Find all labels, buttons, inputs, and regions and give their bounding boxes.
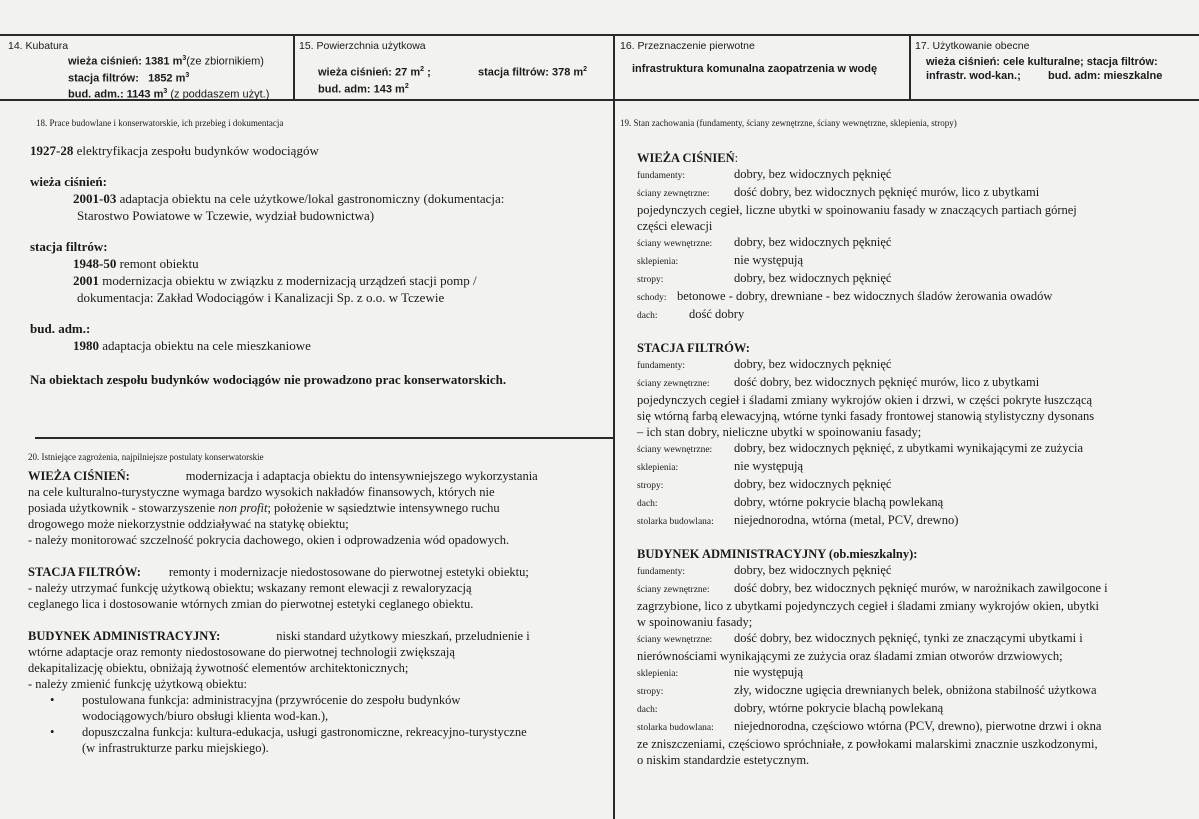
state-colon: :: [734, 151, 739, 165]
state-label: ściany wewnętrzne:: [637, 445, 713, 455]
field-16-value: infrastruktura komunalna zaopatrzenia w wodę: [632, 63, 878, 75]
pow-stacja-name: stacja filtrów:: [478, 66, 549, 79]
unit-sup: 3: [185, 71, 190, 79]
threat-budynek-head: BUDYNEK ADMINISTRACYJNY:: [28, 629, 221, 643]
work-stacja-entry2-cont: dokumentacja: Zakład Wodociągów i Kanalizacji Sp. z o.o. w Tczewie: [77, 290, 445, 305]
unit-sup: 2: [583, 66, 588, 73]
bullet-text: wodociągowych/biuro obsługi klienta wod-kan.),: [82, 709, 329, 723]
field-18: [30, 118, 610, 388]
state-value: dobry, bez widocznych pęknięć: [734, 357, 892, 371]
threat-text: - należy monitorować szczelność pokrycia dachowego, okien i odprowadzenia wód opadowych.: [28, 533, 510, 547]
work-stacja-entry2: [73, 272, 610, 289]
field-17-label: 17. Użytkowanie obecne: [915, 40, 1030, 52]
uzytkowanie-line1: wieża ciśnień: cele kulturalne; stacja filtrów:: [926, 56, 1158, 68]
pow-stacja-value: 378 m: [551, 66, 584, 79]
state-value: zagrzybione, lico z ubytkami pojedynczych cegieł i śladami zmiany wykrojów okien, ubytki: [637, 599, 1100, 613]
bullet-text: dopuszczalna funkcja: kultura-edukacja, usługi gastronomiczne, rekreacyjno-turystyczne: [82, 725, 527, 739]
threat-text: dekapitalizację obiektu, obniżają żywotność elementów architektonicznych;: [28, 661, 409, 675]
pow-sep: ;: [427, 66, 431, 79]
threat-text: wtórne adaptacje oraz remonty niedostosowane do pierwotnej technologii zwiększają: [28, 645, 455, 659]
work-text: adaptacja obiektu na cele mieszkaniowe: [99, 338, 311, 353]
state-value: dość dobry, bez widocznych pęknięć, tynki ze znaczącymi ubytkami i: [734, 631, 1083, 645]
work-year: 1948-50: [73, 256, 117, 271]
pow-wieza-name: wieża ciśnień:: [318, 66, 392, 79]
uzytkowanie-line2a: infrastr. wod-kan.;: [926, 70, 1021, 82]
state-value: dość dobry, bez widocznych pęknięć murów, lico z ubytkami: [734, 375, 1040, 389]
state-label: dach:: [637, 499, 658, 509]
threat-wieza-head: WIEŻA CIŚNIEŃ:: [28, 469, 130, 483]
state-value: części elewacji: [637, 219, 713, 233]
pow-bud-name: bud. adm:: [318, 83, 371, 96]
work-text: remont obiektu: [116, 256, 199, 271]
pow-wieza-value: 27 m: [395, 66, 421, 79]
threat-text: na cele kulturalno-turystyczne wymaga bardzo wysokich nakładów finansowych, których nie: [28, 485, 495, 499]
work-wieza-entry-cont: Starostwo Powiatowe w Tczewie, wydział budownictwa): [77, 208, 375, 223]
work-stacja-entry1: [73, 255, 610, 272]
state-value: nie występują: [734, 459, 804, 473]
work-text: elektryfikacja zespołu budynków wodociągów: [73, 143, 319, 158]
work-year: 1927-28: [30, 143, 74, 158]
state-value: dobry, bez widocznych pęknięć: [734, 477, 892, 491]
state-label: fundamenty:: [637, 171, 686, 181]
unit-sup: 2: [404, 82, 409, 90]
state-label: ściany wewnętrzne:: [637, 635, 713, 645]
state-value: – ich stan dobry, nieliczne ubytki w spoinowaniu fasady;: [637, 425, 922, 439]
state-value: pojedynczych cegieł i śladami zmiany wykrojów okien i drzwi, w części pokryte łuszczącą: [637, 393, 1093, 407]
threat-budynek: [28, 628, 594, 756]
threat-text: - należy utrzymać funkcję użytkową obiektu; wskazany remont elewacji z rewaloryzacją: [28, 581, 472, 595]
work-bud-head: bud. adm.:: [30, 321, 91, 336]
uzytkowanie-line2b: bud. adm: mieszkalne: [1048, 70, 1163, 82]
unit-sup: 3: [163, 88, 168, 96]
state-label: dach:: [637, 311, 658, 321]
state-value: niejednorodna, częściowo wtórna (PCV, drewno), pierwotne drzwi i okna: [734, 719, 1102, 733]
state-label: stolarka budowlana:: [637, 723, 714, 733]
threat-text: ceglanego lica i dostosowanie wtórnych zmian do pierwotnej estetyki ceglanego obiektu.: [28, 597, 474, 611]
unit-sup: 3: [182, 55, 187, 62]
bullet-icon: •: [50, 693, 55, 707]
state-value: dobry, bez widocznych pęknięć: [734, 563, 892, 577]
divider-16-17: [909, 34, 911, 100]
threat-text: modernizacja i adaptacja obiektu do intensywniejszego wykorzystania: [185, 469, 538, 483]
state-budynek: [637, 546, 1190, 768]
threat-text: ; położenie w sąsiedztwie intensywnego ruchu: [267, 501, 500, 515]
field-14-label: 14. Kubatura: [8, 40, 69, 52]
state-value: zły, widoczne ugięcia drewnianych belek, obniżona stabilność użytkowa: [734, 683, 1097, 697]
divider-18-20: [35, 437, 614, 439]
state-value: nie występują: [734, 665, 804, 679]
work-bud-entry: [73, 337, 610, 354]
kubatura-stacja-value: 1852 m: [148, 72, 186, 85]
work-stacja-head: stacja filtrów:: [30, 239, 108, 254]
state-label: sklepienia:: [637, 669, 679, 679]
state-label: ściany wewnętrzne:: [637, 239, 713, 249]
state-label: fundamenty:: [637, 567, 686, 577]
threat-text: niski standard użytkowy mieszkań, przeludnienie i: [276, 629, 530, 643]
state-label: ściany zewnętrzne:: [637, 585, 710, 595]
state-value: o niskim standardzie estetycznym.: [637, 753, 810, 767]
threat-text: posiada użytkownik - stowarzyszenie: [28, 501, 219, 515]
state-budynek-head: BUDYNEK ADMINISTRACYJNY (ob.mieszkalny):: [637, 547, 918, 561]
state-value: betonowe - dobry, drewniane - bez widocznych śladów żerowania owadów: [677, 289, 1053, 303]
field-18-label: 18. Prace budowlane i konserwatorskie, ich przebieg i dokumentacja: [36, 118, 284, 128]
kubatura-wieza-name: wieża ciśnień:: [68, 55, 142, 68]
kubatura-wieza-value: 1381 m: [145, 55, 183, 68]
state-value: dość dobry, bez widocznych pęknięć murów, w narożnikach zawilgocone i: [734, 581, 1108, 595]
bullet-text: postulowana funkcja: administracyjna (przywrócenie do zespołu budynków: [82, 693, 461, 707]
threat-wieza: [28, 468, 594, 548]
state-value: ze zniszczeniami, częściowo spróchniałe, z powłokami malarskimi znacznie uszkodzonymi,: [637, 737, 1098, 751]
state-label: ściany zewnętrzne:: [637, 379, 710, 389]
state-stacja: [637, 340, 1190, 530]
threat-text-italic: non profit: [218, 501, 268, 515]
state-value: w spoinowaniu fasady;: [637, 615, 753, 629]
field-19-label: 19. Stan zachowania (fundamenty, ściany zewnętrzne, ściany wewnętrzne, sklepienia, stropy): [620, 118, 957, 128]
bullet-item-1: [50, 692, 594, 724]
kubatura-bud-value: 1143 m: [126, 88, 164, 101]
work-final-note: Na obiektach zespołu budynków wodociągów nie prowadzono prac konserwatorskich.: [30, 372, 507, 387]
work-year: 2001-03: [73, 191, 117, 206]
state-label: stropy:: [637, 481, 664, 491]
bullet-item-2: [50, 724, 594, 756]
bullet-text: (w infrastrukturze parku miejskiego).: [82, 741, 269, 755]
state-stacja-head: STACJA FILTRÓW:: [637, 341, 750, 355]
field-15-values: [318, 63, 608, 96]
threat-stacja: [28, 564, 594, 612]
work-year: 1980: [73, 338, 99, 353]
kubatura-stacja-name: stacja filtrów:: [68, 72, 139, 85]
state-label: sklepienia:: [637, 463, 679, 473]
field-19: [620, 118, 1190, 768]
state-value: dość dobry: [689, 307, 745, 321]
state-value: nie występują: [734, 253, 804, 267]
state-value: dobry, wtórne pokrycie blachą powlekaną: [734, 495, 944, 509]
kubatura-bud-note: (z poddaszem użyt.): [170, 88, 270, 101]
top-border: [0, 34, 1199, 36]
state-label: schody:: [637, 293, 667, 303]
state-label: stolarka budowlana:: [637, 517, 714, 527]
work-text: modernizacja obiektu w związku z modernizacją urządzeń stacji pomp /: [99, 273, 477, 288]
threat-text: remonty i modernizacje niedostosowane do pierwotnej estetyki obiektu;: [168, 565, 529, 579]
field-20-label: 20. Istniejące zagrożenia, najpilniejsze postulaty konserwatorskie: [28, 452, 264, 462]
threat-text: - należy zmienić funkcję użytkową obiektu:: [28, 677, 248, 691]
state-value: dobry, wtórne pokrycie blachą powlekaną: [734, 701, 944, 715]
state-label: fundamenty:: [637, 361, 686, 371]
threat-text: drogowego może niekorzystnie oddziaływać na statykę obiektu;: [28, 517, 349, 531]
state-value: pojedynczych cegieł, liczne ubytki w spoinowaniu fasady w znaczących partiach górnej: [637, 203, 1077, 217]
state-wieza: [637, 150, 1190, 324]
state-wieza-head: WIEŻA CIŚNIEŃ: [637, 151, 735, 165]
field-15-label: 15. Powierzchnia użytkowa: [299, 40, 426, 52]
state-value: się wtórną farbą elewacyjną, wtórne tynki fasady frontowej stanowią stylistyczny dysonans: [637, 409, 1095, 423]
field-20: [28, 452, 594, 756]
state-label: sklepienia:: [637, 257, 679, 267]
state-label: stropy:: [637, 687, 664, 697]
state-value: dobry, bez widocznych pęknięć: [734, 235, 892, 249]
state-value: dobry, bez widocznych pęknięć, z ubytkami wynikającymi ze zużycia: [734, 441, 1084, 455]
state-value: dobry, bez widocznych pęknięć: [734, 167, 892, 181]
state-value: dość dobry, bez widocznych pęknięć murów, lico z ubytkami: [734, 185, 1040, 199]
work-electrification: [30, 142, 610, 159]
state-value: dobry, bez widocznych pęknięć: [734, 271, 892, 285]
work-wieza-entry: [73, 190, 610, 207]
kubatura-wieza-note: (ze zbiornikiem): [186, 55, 264, 68]
bullet-icon: •: [50, 725, 55, 739]
divider-14-15: [293, 34, 295, 100]
threat-stacja-head: STACJA FILTRÓW:: [28, 565, 141, 579]
kubatura-bud-name: bud. adm.:: [68, 88, 124, 101]
state-value: nierównościami wynikającymi ze zużycia oraz śladami zmian otworów drzwiowych;: [637, 649, 1063, 663]
work-year: 2001: [73, 273, 99, 288]
field-14-values: [68, 52, 269, 102]
unit-sup: 2: [420, 66, 425, 73]
work-wieza-head: wieża ciśnień:: [30, 174, 107, 189]
field-17-values: [926, 55, 1196, 83]
state-value: niejednorodna, wtórna (metal, PCV, drewno): [734, 513, 959, 527]
divider-15-16: [613, 34, 615, 819]
state-label: ściany zewnętrzne:: [637, 189, 710, 199]
state-label: stropy:: [637, 275, 664, 285]
field-16-label: 16. Przeznaczenie pierwotne: [620, 40, 755, 52]
state-label: dach:: [637, 705, 658, 715]
work-text: adaptacja obiektu na cele użytkowe/lokal gastronomiczny (dokumentacja:: [116, 191, 505, 206]
pow-bud-value: 143 m: [373, 83, 405, 96]
